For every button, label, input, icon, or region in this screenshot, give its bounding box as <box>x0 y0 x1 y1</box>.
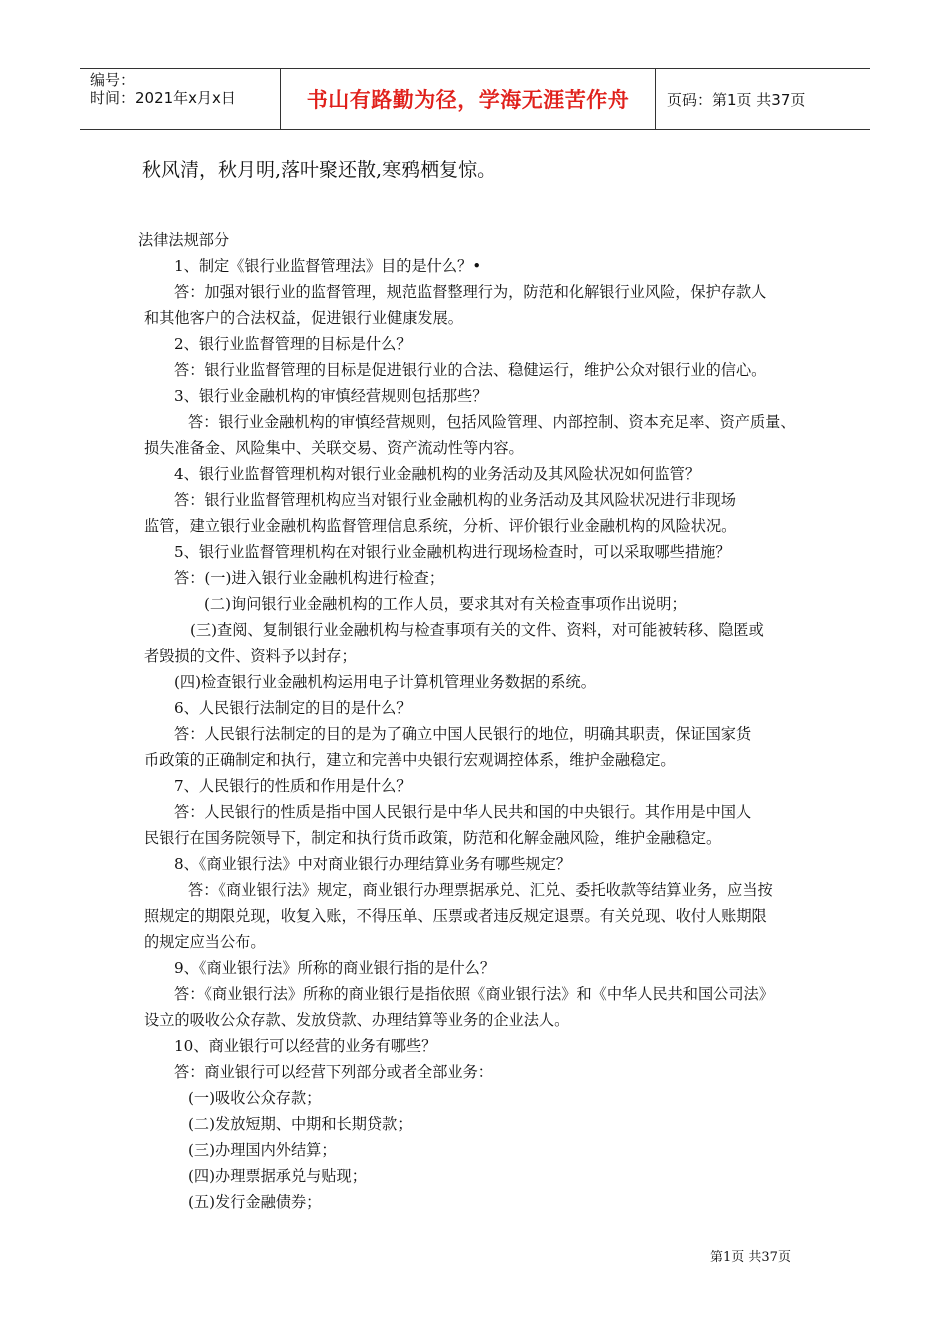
question-2: 2、银行业监督管理的目标是什么？ <box>174 335 412 353</box>
question-3: 3、银行业金融机构的审慎经营规则包括那些？ <box>174 387 488 405</box>
section-title: 法律法规部分 <box>138 231 230 249</box>
answer-9: 答：《商业银行法》所称的商业银行是指依照《商业银行法》和《中华人民共和国公司法》 <box>174 985 774 1003</box>
page-header <box>80 68 870 130</box>
answer-10-item-2: (二)发放短期、中期和长期贷款； <box>188 1115 413 1133</box>
answer-6: 答：人民银行法制定的目的是为了确立中国人民银行的地位，明确其职责，保证国家货 <box>174 725 752 743</box>
answer-4-cont: 监管，建立银行业金融机构监督管理信息系统，分析、评价银行业金融机构的风险状况。 <box>144 517 737 535</box>
answer-6-cont: 币政策的正确制定和执行，建立和完善中央银行宏观调控体系，维护金融稳定。 <box>144 751 676 769</box>
answer-10-item-4: (四)办理票据承兑与贴现； <box>188 1167 367 1185</box>
answer-8-cont-2: 的规定应当公布。 <box>144 933 266 951</box>
question-8: 8、《商业银行法》中对商业银行办理结算业务有哪些规定？ <box>174 855 571 873</box>
answer-5-item-4: (四)检查银行业金融机构运用电子计算机管理业务数据的系统。 <box>174 673 596 691</box>
page-info: 页码：第1页 共37页 <box>667 90 806 109</box>
answer-3: 答：银行业金融机构的审慎经营规则，包括风险管理、内部控制、资本充足率、资产质量、 <box>188 413 796 431</box>
question-10: 10、商业银行可以经营的业务有哪些？ <box>174 1037 437 1055</box>
page-footer: 第1页 共37页 <box>710 1250 791 1265</box>
answer-1-cont: 和其他客户的合法权益，促进银行业健康发展。 <box>144 309 463 327</box>
answer-5-item-3: (三)查阅、复制银行业金融机构与检查事项有关的文件、资料，对可能被转移、隐匿或 <box>190 621 764 639</box>
answer-10-item-5: (五)发行金融债券； <box>188 1193 322 1211</box>
header-motto-cell <box>280 69 656 129</box>
answer-8: 答：《商业银行法》规定，商业银行办理票据承兑、汇兑、委托收款等结算业务，应当按 <box>188 881 773 899</box>
header-page-cell <box>655 69 870 129</box>
poem-line: 秋风清，秋月明,落叶聚还散,寒鸦栖复惊。 <box>142 159 497 181</box>
question-1: 1、制定《银行业监督管理法》目的是什么？• <box>174 257 482 275</box>
motto: 书山有路勤为径，学海无涯苦作舟 <box>306 88 630 112</box>
question-9: 9、《商业银行法》所称的商业银行指的是什么？ <box>174 959 496 977</box>
answer-7: 答：人民银行的性质是指中国人民银行是中华人民共和国的中央银行。其作用是中国人 <box>174 803 752 821</box>
question-7: 7、人民银行的性质和作用是什么？ <box>174 777 412 795</box>
time-label: 时间：2021年x月x日 <box>90 89 236 107</box>
answer-9-cont: 设立的吸收公众存款、发放贷款、办理结算等业务的企业法人。 <box>144 1011 570 1029</box>
answer-5: 答：(一)进入银行业金融机构进行检查； <box>174 569 445 587</box>
answer-8-cont: 照规定的期限兑现，收复入账，不得压单、压票或者违反规定退票。有关兑现、收付人账期限 <box>144 907 767 925</box>
answer-1: 答：加强对银行业的监督管理，规范监督整理行为，防范和化解银行业风险，保护存款人 <box>174 283 767 301</box>
answer-10-item-3: (三)办理国内外结算； <box>188 1141 337 1159</box>
answer-10: 答：商业银行可以经营下列部分或者全部业务： <box>174 1063 493 1081</box>
answer-4: 答：银行业监督管理机构应当对银行业金融机构的业务活动及其风险状况进行非现场 <box>174 491 736 509</box>
question-4: 4、银行业监督管理机构对银行业金融机构的业务活动及其风险状况如何监管？ <box>174 465 701 483</box>
answer-5-item-3-cont: 者毁损的文件、资料予以封存； <box>144 647 357 665</box>
answer-10-item-1: (一)吸收公众存款； <box>188 1089 322 1107</box>
answer-3-cont: 损失准备金、风险集中、关联交易、资产流动性等内容。 <box>144 439 524 457</box>
serial-label: 编号： <box>90 71 136 89</box>
question-6: 6、人民银行法制定的目的是什么？ <box>174 699 412 717</box>
answer-5-item-2: (二)询问银行业金融机构的工作人员，要求其对有关检查事项作出说明； <box>204 595 687 613</box>
answer-7-cont: 民银行在国务院领导下，制定和执行货币政策，防范和化解金融风险，维护金融稳定。 <box>144 829 722 847</box>
question-5: 5、银行业监督管理机构在对银行业金融机构进行现场检查时，可以采取哪些措施？ <box>174 543 731 561</box>
answer-2: 答：银行业监督管理的目标是促进银行业的合法、稳健运行，维护公众对银行业的信心。 <box>174 361 767 379</box>
header-meta <box>80 69 280 129</box>
